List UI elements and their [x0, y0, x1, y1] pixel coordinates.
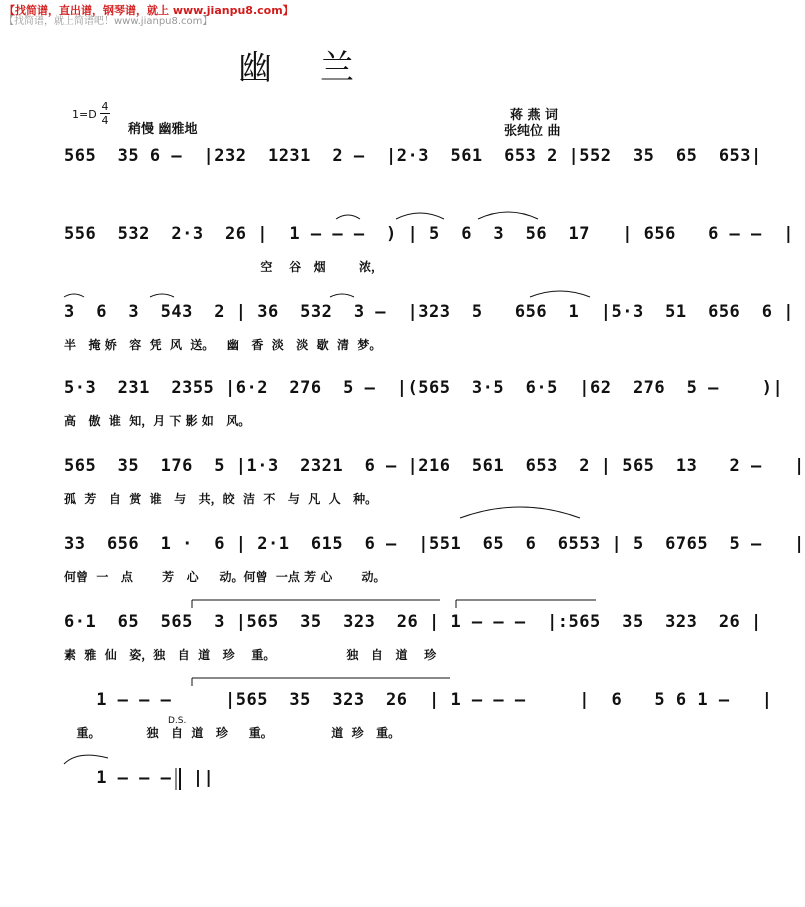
lyrics-row: 重。 独 自 道 珍 重。 道 珍 重。 [64, 726, 401, 740]
ds-marking: D.S. [168, 716, 187, 726]
notes-row: 556 532 2·3 26 | 1 – – – ) | 5 6 3 56 17 | 656 6 – – | [64, 224, 794, 244]
notes-row: 3 6 3 543 2 | 36 532 3 – |323 5 656 1 |5·3 51 656 6 | [64, 302, 794, 322]
composer-credit: 张纯位 曲 [504, 124, 561, 139]
lyrics-row: 何曾 一 点 芳 心 动。何曾 一点 芳 心 动。 [64, 570, 386, 584]
song-title: 幽兰 [238, 48, 402, 88]
lyrics-row: 空 谷 烟 浓， [64, 260, 384, 274]
lyrics-row: 半 掩 娇 容 凭 风 送。 幽 香 淡 淡 歇 清 梦。 [64, 338, 382, 352]
notes-row: 33 656 1 · 6 | 2·1 615 6 – |551 65 6 6553 | 5 6765 5 – | [64, 534, 805, 554]
tempo-marking: 稍慢 幽雅地 [128, 122, 198, 137]
notes-row: 565 35 176 5 |1·3 2321 6 – |216 561 653 2 | 565 13 2 – | [64, 456, 805, 476]
notes-row: 565 35 6 – |232 1231 2 – |2·3 561 653 2 |552 35 65 653| [64, 146, 762, 166]
meter-top: 4 [101, 100, 109, 113]
notes-row: 5·3 231 2355 |6·2 276 5 – |(565 3·5 6·5 |62 276 5 – )| [64, 378, 784, 398]
lyrics-row: 素 雅 仙 姿，独 自 道 珍 重。 独 自 道 珍 [64, 648, 437, 662]
lyrics-row: 高 傲 谁 知，月 下 影 如 风。 [64, 414, 251, 428]
lyrics-row: 孤 芳 自 赏 谁 与 共，皎 洁 不 与 凡 人 种。 [64, 492, 378, 506]
key-signature: 1=D [72, 108, 97, 121]
notes-row: 1 – – – |565 35 323 26 | 1 – – – | 6 5 6 1 – | [64, 690, 773, 710]
watermark-top: 【找简谱，直出谱，钢琴谱，就上 www.jianpu8.com】 [4, 4, 294, 17]
lyricist-credit: 蒋 燕 词 [510, 108, 559, 123]
watermark-sub: 【找简谱，就上简谱吧！www.jianpu8.com】 [4, 16, 213, 27]
notes-row: 6·1 65 565 3 |565 35 323 26 | 1 – – – |:565 35 323 26 | [64, 612, 762, 632]
notes-row: 1 – – – || [64, 768, 215, 788]
meter-bottom: 4 [101, 114, 109, 127]
